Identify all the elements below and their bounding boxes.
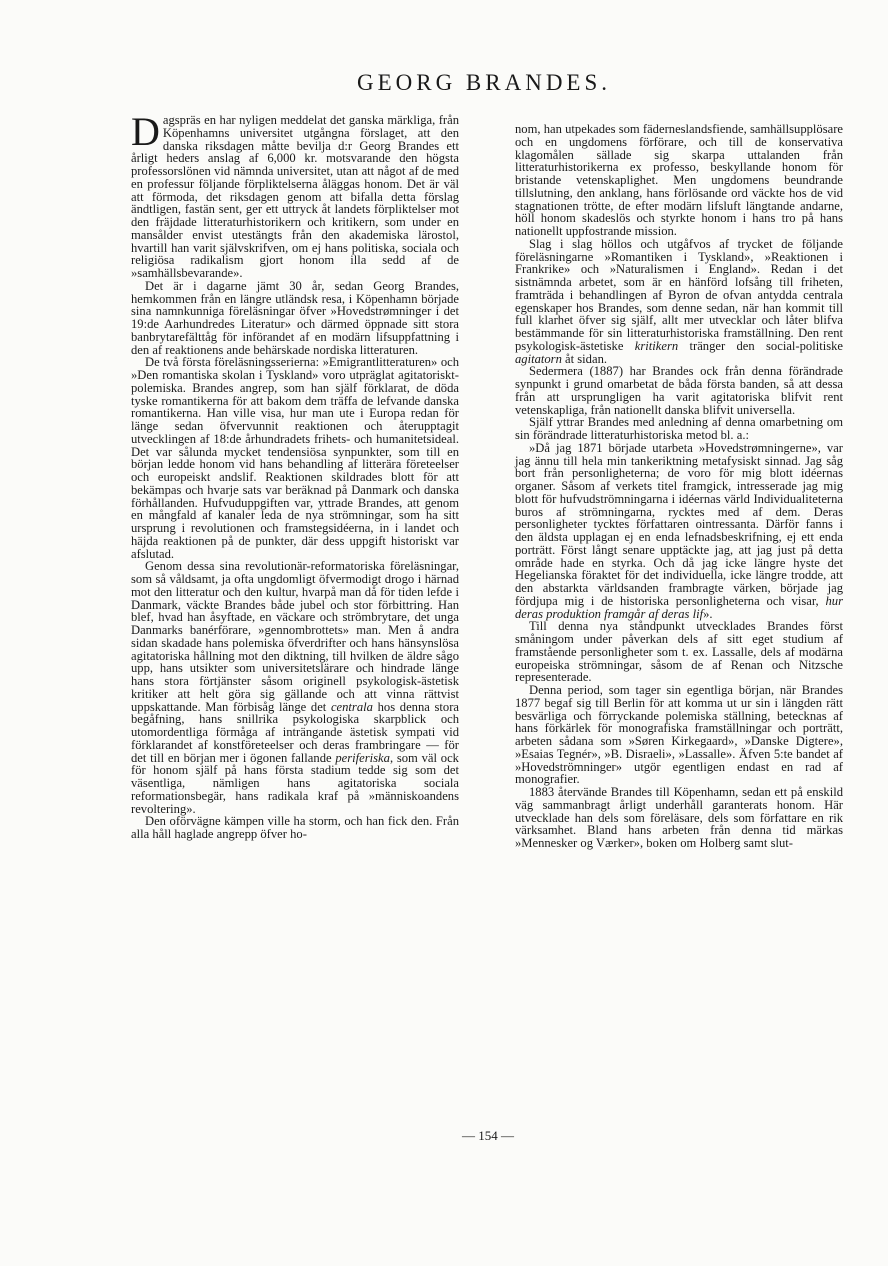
paragraph-6: nom, han utpekades som fäderneslandsfiende, samhällsupplösare och en ungdomens förförare, och till de konservativa klagomålen sällade sig skarpa uttalanden från litteraturhistorikerna ex professo, beskyllande honom för bristande vetenskaplighet. Men ungdomens beundrande tillslutning, den anklang, hans förlösande ord väckte hos de vid stagnationen trötte, de efter modärn lifsluft längtande andarne, höll honom skadeslös och styrkte honom i hans tro på hans nationellt uppfostrande mission. — [515, 122, 843, 238]
paragraph-4-text-c: , som väl ock för honom själf på hans första stadium tedde sig som det väsentliga, nämligen hans agitatoriska sociala reformationsbegär, hans radikala kraf på »människoandens revoltering». — [131, 750, 459, 816]
paragraph-5: Den oförvägne kämpen ville ha storm, och han fick den. Från alla håll haglade angrepp öfver ho- — [131, 814, 459, 841]
left-column — [131, 109, 459, 841]
paragraph-4 — [131, 560, 459, 815]
paragraph-7 — [515, 238, 843, 366]
paragraph-10: Till denna nya ståndpunkt utvecklades Brandes först småningom under påverkan dels af sitt eget studium af framstående personligheter som t. ex. Lassalle, dels af modärna europeiska strömningar, såsom de af Renan och Nitzsche representerade. — [515, 619, 843, 685]
quote-text-a: »Då jag 1871 började utarbeta »Hovedstrømningerne», var jag ännu till hela min tankeriktning metafysiskt sinnad. Jag såg bort från personligheterna; de voro för mig blott idéernas organer. Såsom af verkets titel framgick, intresserade jag mig blott för hufvudströmningarna i idéernas värld Individualiteterna buros af strömningarna, rycktes med af dem. Deras personligheter tycktes författaren ointressanta. Därför fanns i den äldsta upplagan ej en enda lefnadsbeskrifning, ej ett enda porträtt. Först långt senare upptäckte jag, att jag just på detta område hade en styrka. Och då jag icke längre hyste det Hegelianska föraktet för det individuella, icke längre trodde, att den abstarkta världsanden frambragte värken, började jag fördjupa mig i de historiska personligheterna och visar, — [515, 440, 843, 608]
quote-text-b: ». — [703, 606, 713, 621]
paragraph-11: Denna period, som tager sin egentliga början, när Brandes 1877 begaf sig till Berlin för att komma ut ur sin i längden rätt besvärliga och förryckande polemiska ställning, betecknas af hans förkärlek för monografiska framställningar och porträtt, arbeten sådana som »Søren Kirkegaard», »Danske Digtere», »Esaias Tegnér», »B. Disraeli», »Lassalle». Äfven 5:te bandet af »Hovedströmninger» utgör egentligen endast en rad af monografier. — [515, 683, 843, 787]
paragraph-1-text: agspräs en har nyligen meddelat det ganska märkliga, från Köpenhamns universitet utgångna förslaget, att den danska riksdagen måtte bevilja d:r Georg Brandes ett årligt heders anslag af 6,000 kr. motsvarande den högsta professorslönen vid nämnda universitet, utan att något af de med en professur följande förpliktelserna åläggas honom. Det är väl att förmoda, det riksdagen genom att bifalla detta förslag ändtligen, fastän sent, ger ett uttryck åt landets förpliktelser mot den fräjdade litteraturhistorikern och kritikern, som under en mansålder envist utestängts från den akademiska lärostol, hvartill han varit självskrifven, om ej hans politiska, sociala och religiösa radikalism gjort honom illa sedd af de »samhällsbevarande». — [131, 113, 459, 280]
paragraph-7-text-b: tränger den social-politiske — [678, 338, 843, 353]
paragraph-7-text-c: åt sidan. — [561, 351, 608, 366]
right-column — [515, 123, 843, 850]
paragraph-4-text-a: Genom dessa sina revolutionär-reformatoriska föreläsningar, som så våldsamt, ja ofta ungdomligt öfvermodigt drogo i härnad mot den litteratur och den kultur, hvarpå man då för tiden lefde i Danmark, väckte Brandes både jubel och stor förbittring. Han blef, hvad han åsyftade, en väckare och strömbrytare, det unga Danmarks banérförare, »gennombrottets» man. Men å andra sidan skadade hans polemiska öfverdrifter och hans hänsynslösa agitatoriska hållning mot den diktning, till hvilken de äldre sågo upp, hans utsikter som universitetslärare och hindrade länge hans stora förtjänster såsom originell psykologisk-ästetisk kritiker att helt göra sig gällande och att vinna rättvist uppskattande. Man förbisåg länge det — [131, 559, 459, 714]
emphasis-centrala: centrala — [330, 699, 373, 714]
paragraph-3: De två första föreläsningsserierna: »Emigrantlitteraturen» och »Den romantiska skolan i Tyskland» voro utpräglat agitatoriskt-polemiska. Brandes angrep, som han själf förklarat, de döda tyske romantikerna för att bakom dem träffa de lefvande danska romantikerna. Han ville visa, hur man ute i Europa redan för länge sedan öfvervunnit reaktionen och återupptagit utvecklingen af 18:de århundradets frihets- och humanitetsideal. Det var sålunda mycket tendensiösa synpunkter, som till en början ledde honom vid hans behandling af litterära företeelser och europeiskt andslif. Reaktionen skildrades blott för att bekämpas och hvarje sats var beräknad på Danmark och danska förhållanden. Hufvuduppgiften var, yttrade Brandes, att genom en mångfald af kanaler leda de nya strömningar, som ha sitt ursprung i revolutionen och framstegsidéerna, in i landet och häjda reaktionen på de punkter, där dess uppgift historiskt var afslutad. — [131, 355, 459, 561]
drop-cap: D — [131, 109, 160, 154]
paragraph-8: Sedermera (1887) har Brandes ock från denna förändrade synpunkt i grund omarbetat de båda första banden, så att dessa från att ursprungligen ha varit agitatoriska blifvit rent vetenskapliga, från nationellt danska blifvit universella. — [515, 364, 843, 417]
emphasis-kritikern: kritikern — [634, 338, 679, 353]
emphasis-agitatorn: agitatorn — [515, 351, 562, 366]
paragraph-4-text-b: hos denna stora begåfning, hans snillrika psykologiska skarpblick och utomordentliga förmåga af inträngande ästetisk sympati vid förklarandet af konstföreteelser och deras frambringare — för det till en början mer i ögonen fallande — [131, 699, 459, 765]
paragraph-2: Det är i dagarne jämt 30 år, sedan Georg Brandes, hemkommen från en längre utländsk resa, i Köpenhamn började sina namnkunniga föreläsningar öfver »Hovedstrømninger i det 19:de Aarhundredes Literatur» och därmed öppnade sitt stora banbrytarefälttåg för införandet af en modärn lifsuppfattning i den af reaktionens ande behärskade nordiska litteraturen. — [131, 278, 459, 357]
emphasis-quote: hur deras produktion framgår af deras lif — [515, 593, 843, 621]
paragraph-12: 1883 återvände Brandes till Köpenhamn, sedan ett på enskild väg sammanbragt årligt underhåll garanterats honom. Här utvecklade han dels som föreläsare, dels som författare en rik värksamhet. Bland hans arbeten från denna tid märkas »Mennesker og Værker», boken om Holberg samt slut- — [515, 785, 843, 850]
paragraph-9: Själf yttrar Brandes med anledning af denna omarbetning om sin förändrade litteraturhistoriska metod bl. a.: — [515, 415, 843, 442]
quote-paragraph — [515, 442, 843, 621]
page-number: — 154 — — [462, 1128, 514, 1143]
emphasis-periferiska: periferiska — [335, 750, 390, 765]
page-title: GEORG BRANDES. — [356, 70, 612, 95]
paragraph-1 — [131, 109, 459, 280]
paragraph-7-text-a: Slag i slag höllos och utgåfvos af trycket de följande föreläsningarne »Romantiken i Tyskland», »Reaktionen i Frankrike» och »Naturalismen i England». Redan i det sistnämnda arbetet, som är en hänförd lofsång till friheten, framträda i behandlingen af Byron de ofvan antydda centrala egenskaper hos Brandes, som denne sedan, när han kommit till full klarhet öfver sig själf, allt mer utvecklar och låter blifva bestämmande för sin litteraturhistoriska framställning. Den rent psykologisk-ästetiske — [515, 236, 843, 353]
